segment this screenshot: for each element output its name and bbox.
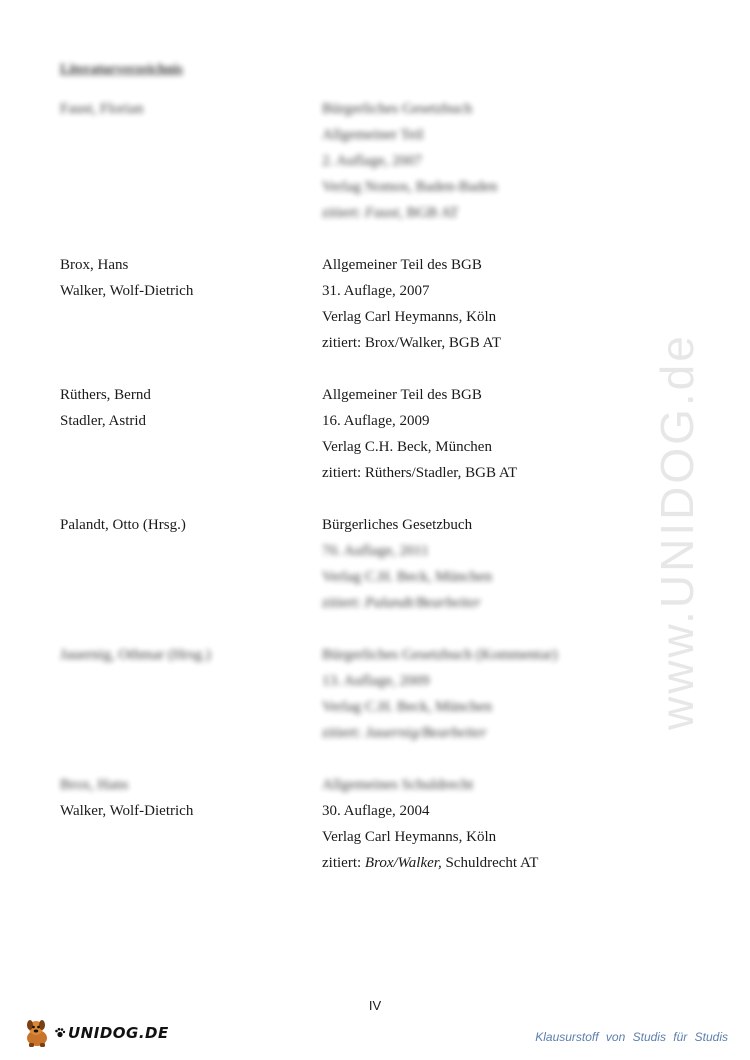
entry-4-author-1: Palandt, Otto (Hrsg.) (60, 517, 186, 533)
entry-3-detail-3: Verlag C.H. Beck, München (322, 439, 492, 455)
entry-5-detail-1: Bürgerliches Gesetzbuch (Kommentar) (322, 647, 558, 663)
entry-1-citation: zitiert: Faust, BGB AT (322, 205, 459, 221)
entry-6-detail-2: 30. Auflage, 2004 (322, 803, 430, 819)
entry-1-author-1: Faust, Florian (60, 101, 144, 117)
entry-3-detail-2: 16. Auflage, 2009 (322, 413, 430, 429)
entry-2-author-2: Walker, Wolf-Dietrich (60, 283, 194, 299)
entry-1-detail-1: Bürgerliches Gesetzbuch (322, 101, 473, 117)
page-heading: Literaturverzeichnis (60, 62, 183, 77)
paw-icon (54, 1027, 66, 1039)
entry-6-citation: zitiert: Brox/Walker, Schuldrecht AT (322, 855, 539, 871)
entry-5-author-1: Jauernig, Othmar (Hrsg.) (60, 647, 211, 663)
entry-2-author-1: Brox, Hans (60, 257, 129, 273)
entry-4-detail-3: Verlag C.H. Beck, München (322, 569, 492, 585)
footer-slogan: Klausurstoff von Studis für Studis (535, 1030, 728, 1044)
entry-2-detail-3: Verlag Carl Heymanns, Köln (322, 309, 497, 325)
entry-6-author-2: Walker, Wolf-Dietrich (60, 803, 194, 819)
entry-6-author-1: Brox, Hans (60, 777, 129, 793)
unidog-logo (20, 1016, 169, 1050)
dog-icon (20, 1016, 54, 1050)
entry-2-detail-2: 31. Auflage, 2007 (322, 283, 430, 299)
entry-5-citation: zitiert: Jauernig/Bearbeiter (322, 725, 487, 741)
entry-4-detail-1: Bürgerliches Gesetzbuch (322, 517, 473, 533)
entry-2-detail-1: Allgemeiner Teil des BGB (322, 257, 482, 273)
entry-5-detail-2: 13. Auflage, 2009 (322, 673, 430, 689)
entry-1-detail-2: Allgemeiner Teil (322, 127, 424, 143)
logo-text: UNIDOG.DE (68, 1024, 169, 1042)
entry-4-detail-2: 70. Auflage, 2011 (322, 543, 429, 559)
entry-3-author-2: Stadler, Astrid (60, 413, 147, 429)
entry-1-detail-3: 2. Auflage, 2007 (322, 153, 422, 169)
page-number: IV (368, 998, 382, 1013)
entry-1-detail-4: Verlag Nomos, Baden-Baden (322, 179, 498, 195)
entry-3-detail-1: Allgemeiner Teil des BGB (322, 387, 482, 403)
entry-6-detail-3: Verlag Carl Heymanns, Köln (322, 829, 497, 845)
entry-6-detail-1: Allgemeines Schuldrecht (322, 777, 474, 793)
entry-3-author-1: Rüthers, Bernd (60, 387, 151, 403)
entry-4-citation: zitiert: Palandt/Bearbeiter (322, 595, 481, 611)
entry-2-citation: zitiert: Brox/Walker, BGB AT (322, 335, 501, 351)
entry-5-detail-3: Verlag C.H. Beck, München (322, 699, 492, 715)
entry-3-citation: zitiert: Rüthers/Stadler, BGB AT (322, 465, 518, 481)
watermark: www.UNIDOG.de (651, 333, 703, 730)
